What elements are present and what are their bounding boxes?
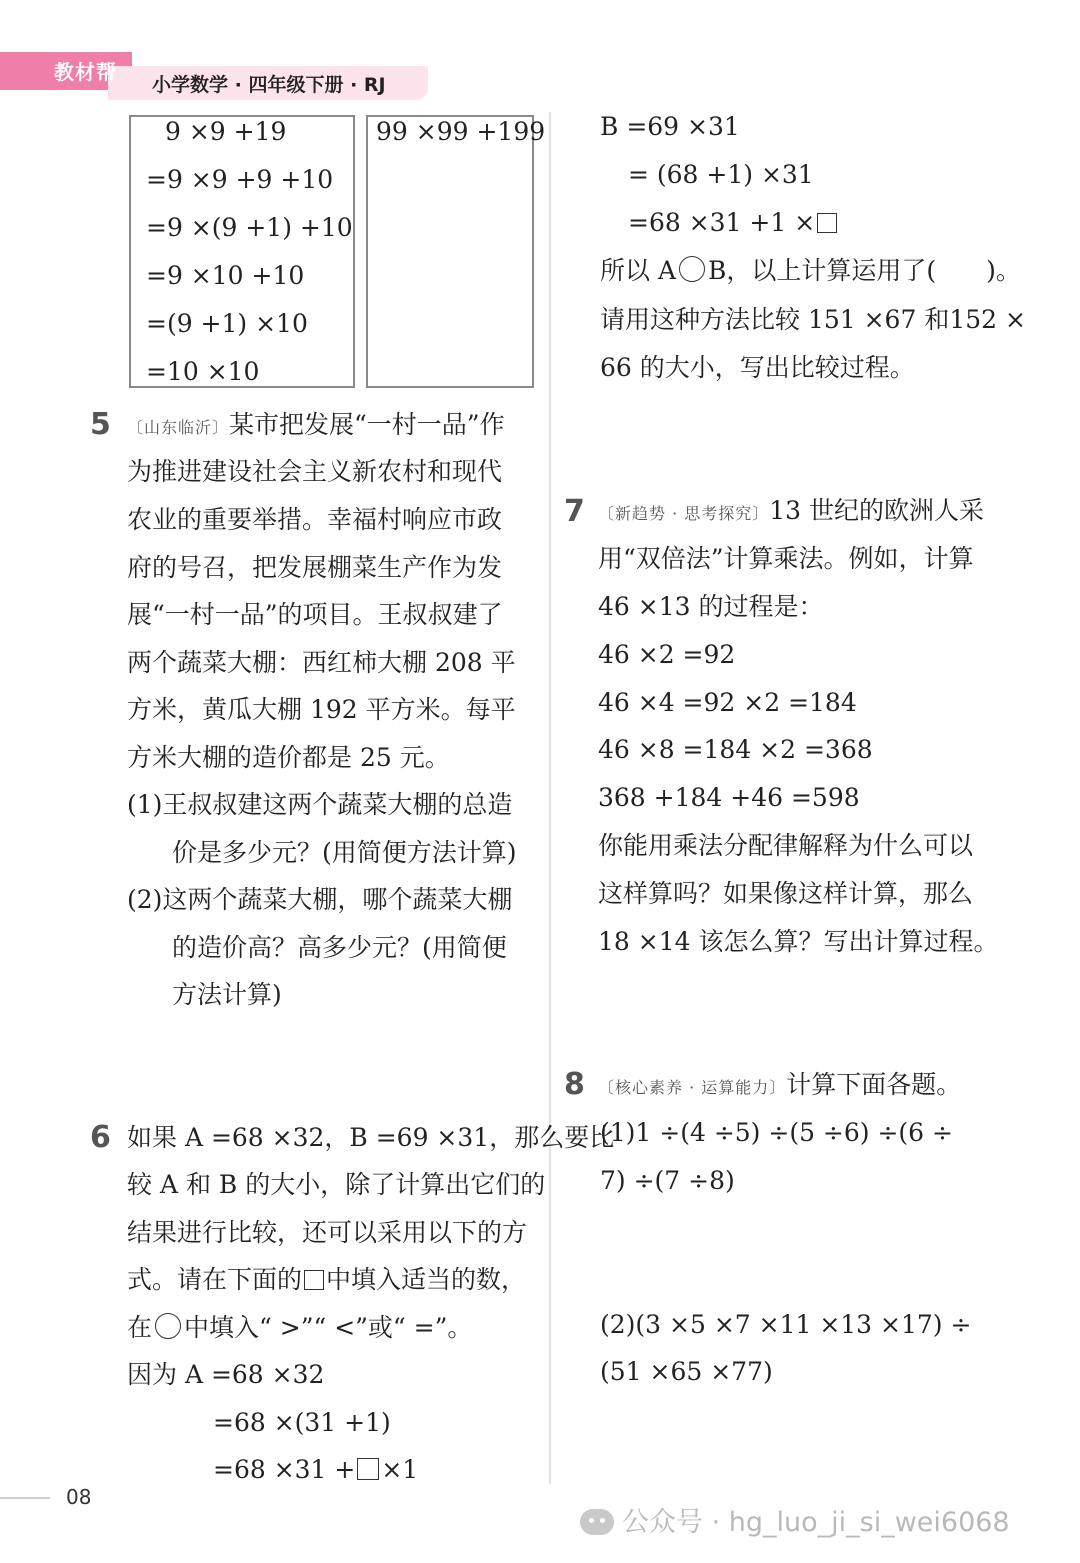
blank-circle-icon [679, 256, 705, 282]
question-text: 如果 A =68 ×32，B =69 ×31，那么要比 [127, 1123, 615, 1152]
blank-square-icon [357, 1458, 379, 1480]
question-text: 中填入“ >”“ <”或“ =”。 [184, 1313, 473, 1342]
calculation-line: 46 ×8 =184 ×2 =368 [598, 735, 873, 764]
question-text: 13 世纪的欧洲人采 [769, 496, 985, 525]
calculation-line: 46 ×2 =92 [598, 640, 736, 669]
box-line: =(9 +1) ×10 [146, 309, 308, 338]
watermark-text: 公众号 · hg_luo_ji_si_wei6068 [622, 1507, 1010, 1538]
question-7-first-line [598, 496, 984, 529]
question-text: 某市把发展“一村一品”作 [229, 410, 505, 439]
derivation-line-3 [628, 208, 839, 238]
question-8-first-line [598, 1070, 961, 1103]
subquestion-text: 方法计算) [172, 980, 282, 1009]
question-text: 式。请在下面的 [127, 1265, 303, 1294]
box-line: =10 ×10 [146, 357, 260, 386]
question-text: 府的号召，把发展棚菜生产作为发 [127, 553, 503, 582]
question-text: 较 A 和 B 的大小，除了计算出它们的 [127, 1170, 546, 1199]
expression-line: 7) ÷(7 ÷8) [600, 1166, 735, 1195]
question-text: 用“双倍法”计算乘法。例如，计算 [598, 544, 974, 573]
question-text: 你能用乘法分配律解释为什么可以 [598, 831, 974, 860]
watermark [580, 1500, 1010, 1539]
question-text: 46 ×13 的过程是： [598, 592, 824, 621]
blank-square-icon [304, 1270, 324, 1290]
question-text: 18 ×14 该怎么算？写出计算过程。 [598, 927, 999, 956]
question-text: 在 [127, 1313, 153, 1342]
question-tag: 〔核心素养 · 运算能力〕 [598, 1078, 787, 1097]
question-text: 农业的重要举措。幸福村响应市政 [127, 505, 503, 534]
derivation-line: B =69 ×31 [600, 112, 740, 141]
question-5-first-line [127, 410, 505, 443]
question-text: 结果进行比较，还可以采用以下的方 [127, 1218, 528, 1247]
question-text: 方米大棚的造价都是 25 元。 [127, 743, 450, 772]
calculation-line: 368 +184 +46 =598 [598, 783, 860, 812]
question-text: 方米，黄瓜大棚 192 平方米。每平 [127, 695, 516, 724]
question-text: 展“一村一品”的项目。王叔叔建了 [127, 600, 503, 629]
calculation-line: 46 ×4 =92 ×2 =184 [598, 688, 857, 717]
box-line: 9 ×9 +19 [165, 117, 287, 146]
conclusion-text: 所以 A [600, 256, 677, 285]
example-box-left [129, 115, 355, 388]
conclusion-text: B，以上计算运用了( )。 [708, 256, 1021, 285]
derivation-line-3 [213, 1455, 418, 1485]
blank-square-icon [817, 213, 837, 233]
question-number: 6 [90, 1120, 111, 1155]
question-number: 5 [90, 407, 111, 442]
expression-line: (2)(3 ×5 ×7 ×11 ×13 ×17) ÷ [600, 1310, 972, 1339]
box-line: =9 ×9 +9 +10 [146, 165, 334, 194]
wechat-icon [580, 1509, 614, 1535]
question-text: 为推进建设社会主义新农村和现代 [127, 457, 503, 486]
question-tag: 〔新趋势 · 思考探究〕 [598, 504, 770, 523]
box-line: =9 ×10 +10 [146, 261, 305, 290]
subquestion-text: (2)这两个蔬菜大棚，哪个蔬菜大棚 [127, 885, 513, 914]
subquestion-text: 价是多少元？(用简便方法计算) [172, 838, 517, 867]
conclusion-line [600, 256, 1021, 286]
question-text: 中填入适当的数， [326, 1265, 527, 1294]
footer-line [0, 1497, 50, 1499]
question-text: 这样算吗？如果像这样计算，那么 [598, 879, 974, 908]
box-line: 99 ×99 +199 [376, 117, 546, 146]
question-text-line-4 [127, 1265, 526, 1295]
derivation-text: =68 ×31 + [213, 1455, 356, 1484]
subquestion-text: (1)王叔叔建这两个蔬菜大棚的总造 [127, 790, 513, 819]
derivation-text: =68 ×31 +1 × [628, 208, 816, 237]
question-number: 8 [564, 1067, 585, 1102]
column-divider [549, 112, 551, 1484]
question-text: 66 的大小，写出比较过程。 [600, 353, 915, 382]
question-text: 两个蔬菜大棚：西红柿大棚 208 平 [127, 648, 516, 677]
question-text: 计算下面各题。 [786, 1070, 962, 1099]
expression-line: (51 ×65 ×77) [600, 1357, 773, 1386]
derivation-line: =68 ×(31 +1) [213, 1408, 391, 1437]
question-number: 7 [564, 494, 585, 529]
derivation-line: = (68 +1) ×31 [628, 160, 814, 189]
brand-label: 教材帮 [54, 60, 117, 84]
derivation-line: 因为 A =68 ×32 [127, 1360, 325, 1389]
box-line: =9 ×(9 +1) +10 [146, 213, 353, 242]
example-box-right [366, 115, 534, 388]
subquestion-text: 的造价高？高多少元？(用简便 [172, 933, 507, 962]
page-header [0, 0, 1080, 100]
page-number: 08 [66, 1485, 92, 1509]
question-text-line-5 [127, 1313, 472, 1343]
question-text: 请用这种方法比较 151 ×67 和152 × [600, 305, 1026, 334]
book-title: 小学数学 · 四年级下册 · RJ [152, 74, 386, 96]
expression-line: (1)1 ÷(4 ÷5) ÷(5 ÷6) ÷(6 ÷ [600, 1118, 953, 1147]
question-tag: 〔山东临沂〕 [127, 418, 230, 437]
derivation-text: ×1 [381, 1455, 419, 1484]
blank-circle-icon [155, 1313, 181, 1339]
